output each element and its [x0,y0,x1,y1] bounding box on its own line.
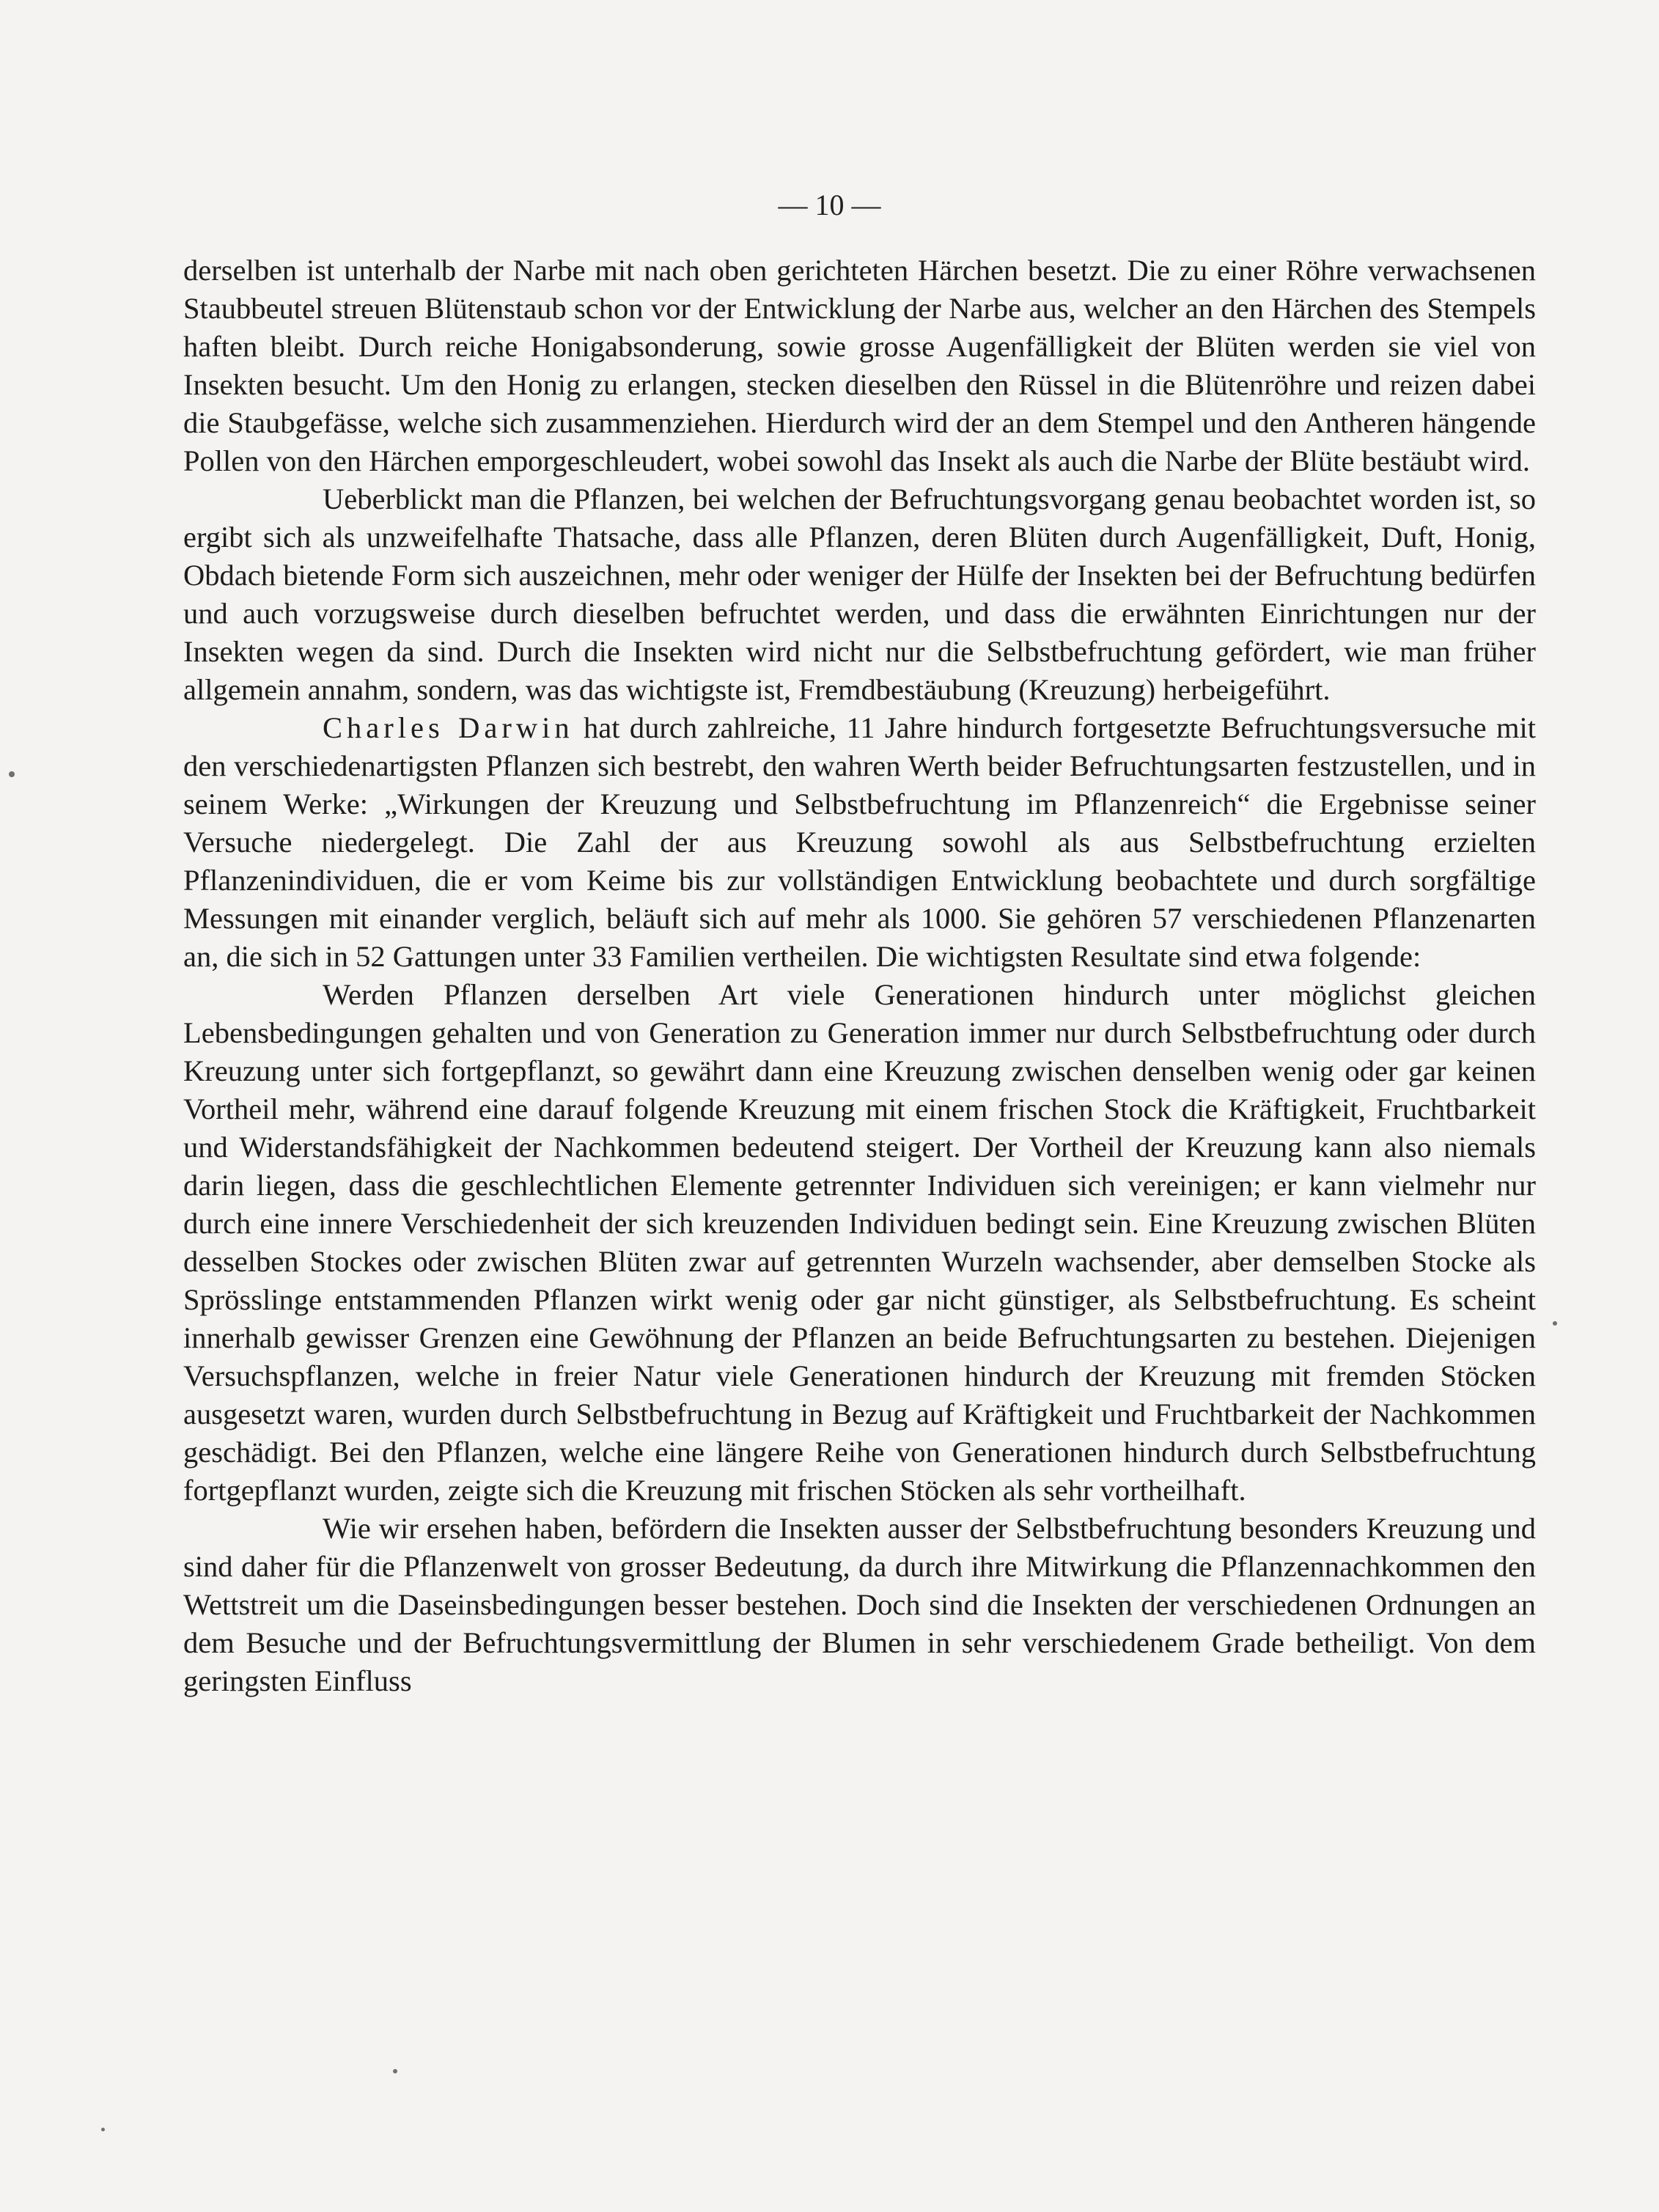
paragraph-2: Ueberblickt man die Pflanzen, bei welchen der Befruchtungsvorgang genau beobachtet worden ist, so ergibt sich als unzweifelhafte Thatsache, dass alle Pflanzen, deren Blüten durch Augenfälligkeit, Duft, Honig, Obdach bietende Form sich auszeichnen, mehr oder weniger der Hülfe der Insekten bei der Befruchtung bedürfen und auch vorzugsweise durch dieselben befruchtet werden, und dass die erwähnten Einrichtungen nur der Insekten wegen da sind. Durch die Insekten wird nicht nur die Selbstbefruchtung gefördert, wie man früher allgemein annahm, sondern, was das wichtigste ist, Fremdbestäubung (Kreuzung) herbeigeführt. [183,482,1536,706]
scan-speck-bottom [393,2069,397,2073]
paragraph-3-text: hat durch zahlreiche, 11 Jahre hindurch fortgesetzte Befruchtungsversuche mit den verschiedenartigsten Pflanzen sich bestrebt, den wahren Werth beider Befruchtungsarten festzustellen, und in seinem Werke: „Wirkungen der Kreuzung und Selbstbefruchtung im Pflanzenreich“ die Ergebnisse seiner Versuche niedergelegt. Die Zahl der aus Kreuzung sowohl als aus Selbstbefruchtung erzielten Pflanzenindividuen, die er vom Keime bis zur vollständigen Entwicklung beobachtete und durch sorgfältige Messungen mit einander verglich, beläuft sich auf mehr als 1000. Sie gehören 57 verschiedenen Pflanzenarten an, die sich in 52 Gattungen unter 33 Familien vertheilen. Die wichtigsten Resultate sind etwa folgende: [183,711,1536,973]
paragraph-5: Wie wir ersehen haben, befördern die Insekten ausser der Selbstbefruchtung besonders Kreuzung und sind daher für die Pflanzenwelt von grosser Bedeutung, da durch ihre Mitwirkung die Pflanzennachkommen den Wettstreit um die Daseinsbedingungen besser bestehen. Doch sind die Insekten der verschiedenen Ordnungen an dem Besuche und der Befruchtungsvermittlung der Blumen in sehr verschiedenem Grade betheiligt. Von dem geringsten Einfluss [183,1512,1536,1697]
paragraph-3 [183,709,1536,976]
paragraph-4: Werden Pflanzen derselben Art viele Generationen hindurch unter möglichst gleichen Lebensbedingungen gehalten und von Generation zu Generation immer nur durch Selbstbefruchtung oder durch Kreuzung unter sich fortgepflanzt, so gewährt dann eine Kreuzung zwischen denselben wenig oder gar keinen Vortheil mehr, während eine darauf folgende Kreuzung mit einem frischen Stock die Kräftigkeit, Fruchtbarkeit und Widerstandsfähigkeit der Nachkommen bedeutend steigert. Der Vortheil der Kreuzung kann also niemals darin liegen, dass die geschlechtlichen Elemente getrennter Individuen sich vereinigen; er kann vielmehr nur durch eine innere Verschiedenheit der sich kreuzenden Individuen bedingt sein. Eine Kreuzung zwischen Blüten desselben Stockes oder zwischen Blüten zwar auf getrennten Wurzeln wachsender, aber demselben Stocke als Sprösslinge entstammenden Pflanzen wirkt wenig oder gar nicht günstiger, als Selbstbefruchtung. Es scheint innerhalb gewisser Grenzen eine Gewöhnung der Pflanzen an beide Befruchtungsarten zu bestehen. Diejenigen Versuchspflanzen, welche in freier Natur viele Generationen hindurch der Kreuzung mit fremden Stöcken ausgesetzt waren, wurden durch Selbstbefruchtung in Bezug auf Kräftigkeit und Fruchtbarkeit der Nachkommen geschädigt. Bei den Pflanzen, welche eine längere Reihe von Generationen hindurch durch Selbstbefruchtung fortgepflanzt wurden, zeigte sich die Kreuzung mit frischen Stöcken als sehr vortheilhaft. [183,978,1536,1507]
paragraph-1: derselben ist unterhalb der Narbe mit nach oben gerichteten Härchen besetzt. Die zu einer Röhre verwachsenen Staubbeutel streuen Blütenstaub schon vor der Entwicklung der Narbe aus, welcher an den Härchen des Stempels haften bleibt. Durch reiche Honigabsonderung, sowie grosse Augenfälligkeit der Blüten werden sie viel von Insekten besucht. Um den Honig zu erlangen, stecken dieselben den Rüssel in die Blütenröhre und reizen dabei die Staubgefässe, welche sich zusammenziehen. Hierdurch wird der an dem Stempel und den Antheren hängende Pollen von den Härchen emporgeschleudert, wobei sowohl das Insekt als auch die Narbe der Blüte bestäubt wird. [183,254,1536,477]
scan-speck-corner [101,2128,105,2131]
page-number: — 10 — [778,188,881,221]
scan-speck-right [1553,1321,1557,1326]
author-name-spaced: Charles Darwin [323,711,574,744]
body-text [183,251,1536,1700]
scan-speck-left [9,771,15,777]
